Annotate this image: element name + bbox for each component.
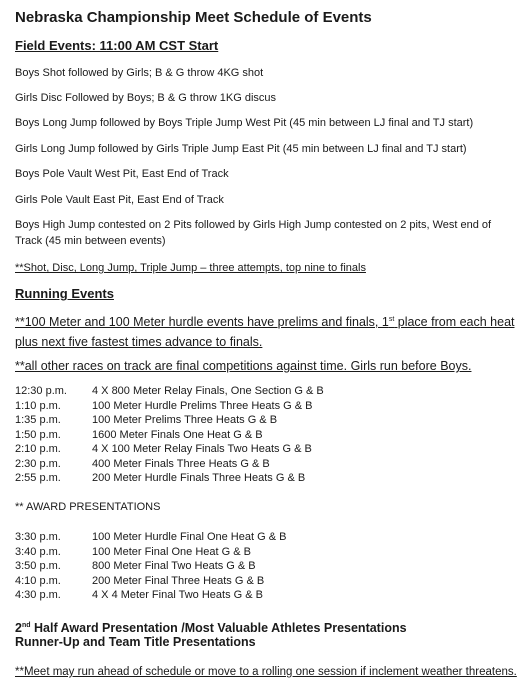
schedule-event: 400 Meter Finals Three Heats G & B — [92, 457, 270, 470]
schedule-event: 100 Meter Prelims Three Heats G & B — [92, 414, 278, 426]
schedule-event: 100 Meter Final One Heat G & B — [92, 545, 251, 558]
field-item: Girls Disc Followed by Boys; B & G throw 1KG discus — [15, 92, 277, 104]
schedule-row — [15, 545, 286, 560]
running-note-prelims: **100 Meter and 100 Meter hurdle events have prelims and finals, 1st place from each heat plus next five fastest times advance to finals. — [15, 315, 515, 350]
schedule-event: 4 X 100 Meter Relay Finals Two Heats G & B — [92, 443, 312, 455]
closing-team-title-line: Runner-Up and Team Title Presentations — [15, 635, 256, 649]
schedule-time: 3:40 p.m. — [15, 545, 61, 558]
field-item: Girls Long Jump followed by Girls Triple Jump East Pit (45 min between LJ final and TJ start) — [15, 143, 467, 155]
schedule-time: 1:10 p.m. — [15, 399, 61, 412]
schedule-time: 2:30 p.m. — [15, 457, 61, 470]
field-events-heading: Field Events: 11:00 AM CST Start — [15, 38, 219, 53]
schedule-event: 100 Meter Hurdle Prelims Three Heats G & B — [92, 399, 313, 412]
schedule-row — [15, 428, 324, 443]
schedule-time: 4:10 p.m. — [15, 574, 61, 587]
schedule-row — [15, 530, 286, 545]
schedule-row — [15, 442, 324, 457]
schedule-row — [15, 588, 286, 603]
field-item: Boys Pole Vault West Pit, East End of Track — [15, 168, 229, 180]
schedule-event: 200 Meter Hurdle Finals Three Heats G & B — [92, 472, 306, 484]
award-schedule — [15, 530, 286, 603]
schedule-time: 1:50 p.m. — [15, 428, 61, 441]
running-events-heading: Running Events — [15, 286, 114, 301]
field-item: Boys Shot followed by Girls; B & G throw 4KG shot — [15, 67, 264, 79]
schedule-event: 800 Meter Final Two Heats G & B — [92, 560, 256, 572]
schedule-time: 12:30 p.m. — [15, 385, 67, 397]
schedule-event: 100 Meter Hurdle Final One Heat G & B — [92, 531, 287, 543]
field-item: Girls Pole Vault East Pit, East End of Track — [15, 194, 224, 206]
schedule-event: 200 Meter Final Three Heats G & B — [92, 574, 265, 587]
footer-weather-note: **Meet may run ahead of schedule or move to a rolling one session if inclement weather threatens. — [15, 666, 517, 678]
field-note: **Shot, Disc, Long Jump, Triple Jump – three attempts, top nine to finals — [15, 262, 366, 274]
running-schedule — [15, 384, 324, 486]
schedule-event: 4 X 800 Meter Relay Finals, One Section G & B — [92, 385, 324, 397]
schedule-row — [15, 559, 286, 574]
schedule-row — [15, 574, 286, 589]
page-title: Nebraska Championship Meet Schedule of Events — [15, 9, 372, 26]
schedule-time: 3:50 p.m. — [15, 560, 61, 572]
schedule-time: 1:35 p.m. — [15, 414, 61, 426]
schedule-row — [15, 471, 324, 486]
schedule-row — [15, 413, 324, 428]
schedule-time: 4:30 p.m. — [15, 589, 61, 601]
schedule-time: 2:55 p.m. — [15, 472, 61, 484]
schedule-time: 2:10 p.m. — [15, 443, 61, 455]
schedule-event: 1600 Meter Finals One Heat G & B — [92, 428, 263, 441]
schedule-time: 3:30 p.m. — [15, 531, 61, 543]
schedule-row — [15, 457, 324, 472]
field-item: Boys High Jump contested on 2 Pits followed by Girls High Jump contested on 2 pits, West end of Track (45 min between events) — [15, 219, 492, 247]
field-item: Boys Long Jump followed by Boys Triple Jump West Pit (45 min between LJ final and TJ start) — [15, 117, 474, 129]
closing-presentations-line: 2nd Half Award Presentation /Most Valuable Athletes Presentations — [15, 621, 407, 636]
schedule-event: 4 X 4 Meter Final Two Heats G & B — [92, 589, 263, 601]
schedule-row — [15, 384, 324, 399]
award-presentations-heading: ** AWARD PRESENTATIONS — [15, 501, 161, 513]
schedule-row — [15, 399, 324, 414]
running-note-finals: **all other races on track are final competitions against time. Girls run before Boys. — [15, 359, 472, 373]
